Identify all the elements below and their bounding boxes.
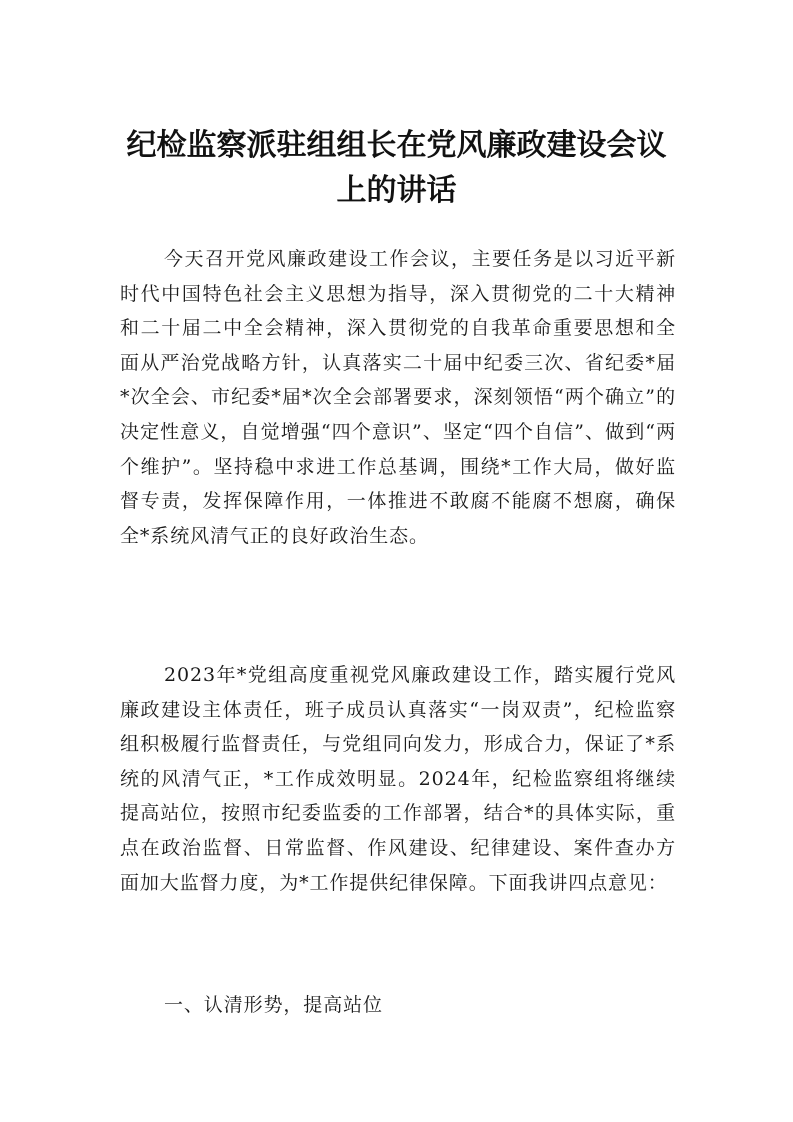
paragraph-review: 2023年*党组高度重视党风廉政建设工作，踏实履行党风廉政建设主体责任，班子成员认真落实“一岗双责”，纪检监察组积极履行监督责任，与党组同向发力，形成合力，保证了*系统的风清气正，*工作成效明显。2024年，纪检监察组将继续提高站位，按照市纪委监委的工作部署，结合*的具体实际，重点在政治监督、日常监督、作风建设、纪律建设、案件查办方面加大监督力度，为*工作提供纪律保障。下面我讲四点意见： (120, 664, 676, 894)
section-heading-1: 一、认清形势，提高站位 (164, 994, 383, 1016)
document-title-line-2: 上的讲话 (336, 173, 457, 208)
document-title-line-1: 纪检监察派驻组组长在党风廉政建设会议 (126, 128, 667, 163)
paragraph-intro: 今天召开党风廉政建设工作会议，主要任务是以习近平新时代中国特色社会主义思想为指导，深入贯彻党的二十大精神和二十届二中全会精神，深入贯彻党的自我革命重要思想和全面从严治党战略方针，认真落实二十届中纪委三次、省纪委*届*次全会、市纪委*届*次全会部署要求，深刻领悟“两个确立”的决定性意义，自觉增强“四个意识”、坚定“四个自信”、做到“两个维护”。坚持稳中求进工作总基调，围绕*工作大局，做好监督专责，发挥保障作用，一体推进不敢腐不能腐不想腐，确保全*系统风清气正的良好政治生态。 (120, 248, 676, 547)
